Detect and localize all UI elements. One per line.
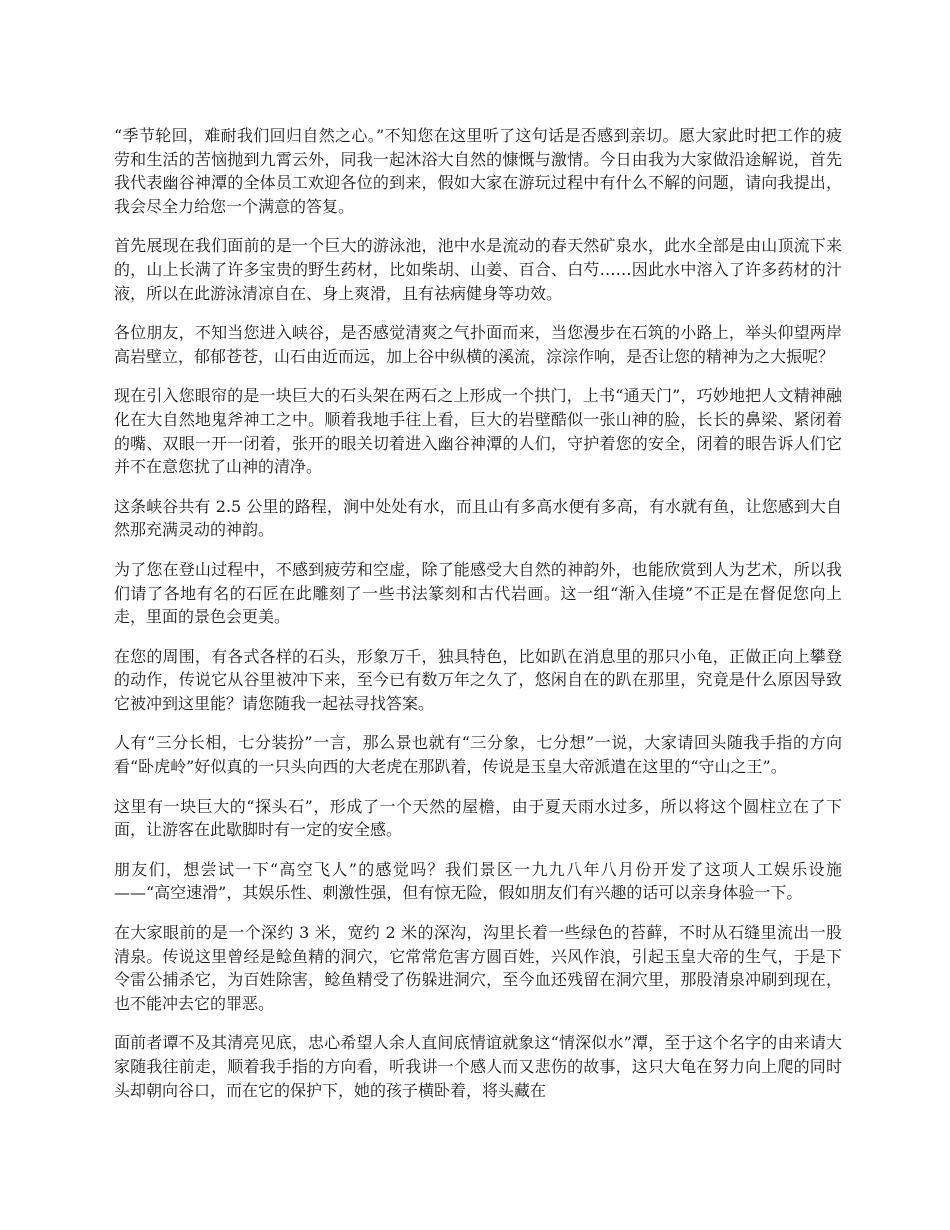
paragraph-9: 这里有一块巨大的“探头石”，形成了一个天然的屋檐，由于夏天雨水过多，所以将这个圆柱立在了下面，让游客在此歇脚时有一定的安全感。	[114, 796, 842, 840]
paragraph-8: 人有“三分长相，七分装扮”一言，那么景也就有“三分象，七分想”一说，大家请回头随我手指的方向看“卧虎岭”好似真的一只头向西的大老虎在那趴着，传说是玉皇大帝派遣在这里的“守山之王”。	[114, 733, 842, 777]
paragraph-1: “季节轮回，难耐我们回归自然之心。”不知您在这里听了这句话是否感到亲切。愿大家此时把工作的疲劳和生活的苦恼抛到九霄云外，同我一起沐浴大自然的慷慨与激情。今日由我为大家做沿途解说，首先我代表幽谷神潭的全体员工欢迎各位的到来，假如大家在游玩过程中有什么不解的问题，请向我提出，我会尽全力给您一个满意的答复。	[114, 126, 842, 216]
paragraph-5: 这条峡谷共有 2.5 公里的路程，涧中处处有水，而且山有多高水便有多高，有水就有鱼，让您感到大自然那充满灵动的神韵。	[114, 496, 842, 540]
paragraph-10: 朋友们，想尝试一下“高空飞人”的感觉吗？我们景区一九九八年八月份开发了这项人工娱乐设施——“高空速滑”，其娱乐性、刺激性强，但有惊无险，假如朋友们有兴趣的话可以亲身体验一下。	[114, 859, 842, 903]
paragraph-11: 在大家眼前的是一个深约 3 米，宽约 2 米的深沟，沟里长着一些绿色的苔藓，不时从石缝里流出一股清泉。传说这里曾经是鲶鱼精的洞穴，它常常危害方圆百姓，兴风作浪，引起玉皇大帝的生气，于是下令雷公捕杀它，为百姓除害，鲶鱼精受了伤躲进洞穴，至今血还残留在洞穴里，那股清泉冲刷到现在，也不能冲去它的罪恶。	[114, 923, 842, 1013]
paragraph-12: 面前者谭不及其清亮见底，忠心希望人余人直间底情谊就象这“情深似水”潭，至于这个名字的由来请大家随我往前走，顺着我手指的方向看，听我讲一个感人而又悲伤的故事，这只大龟在努力向上爬的同时头却朝向谷口，而在它的保护下，她的孩子横卧着，将头藏在	[114, 1033, 842, 1100]
paragraph-3: 各位朋友，不知当您进入峡谷，是否感觉清爽之气扑面而来，当您漫步在石筑的小路上，举头仰望两岸高岩壁立，郁郁苍苍，山石由近而远，加上谷中纵横的溪流，淙淙作响，是否让您的精神为之大振呢？	[114, 323, 842, 366]
paragraph-2: 首先展现在我们面前的是一个巨大的游泳池，池中水是流动的春天然矿泉水，此水全部是由山顶流下来的，山上长满了许多宝贵的野生药材，比如柴胡、山姜、百合、白芍……因此水中溶入了许多药材的汁液，所以在此游泳清凉自在、身上爽滑，且有祛病健身等功效。	[114, 236, 842, 303]
paragraph-4: 现在引入您眼帘的是一块巨大的石头架在两石之上形成一个拱门，上书“通天门”，巧妙地把人文精神融化在大自然地鬼斧神工之中。顺着我地手往上看，巨大的岩壁酷似一张山神的脸，长长的鼻梁、紧闭着的嘴、双眼一开一闭着，张开的眼关切着进入幽谷神潭的人们，守护着您的安全，闭着的眼告诉人们它并不在意您扰了山神的清净。	[114, 386, 842, 477]
paragraph-7: 在您的周围，有各式各样的石头，形象万千，独具特色，比如趴在消息里的那只小龟，正做正向上攀登的动作，传说它从谷里被冲下来，至今已有数万年之久了，悠闲自在的趴在那里，究竟是什么原因导致它被冲到这里能？请您随我一起祛寻找答案。	[114, 646, 842, 713]
paragraph-6: 为了您在登山过程中，不感到疲劳和空虚，除了能感受大自然的神韵外，也能欣赏到人为艺术，所以我们请了各地有名的石匠在此雕刻了一些书法篆刻和古代岩画。这一组“渐入佳境”不正是在督促您向上走，里面的景色会更美。	[114, 559, 842, 627]
